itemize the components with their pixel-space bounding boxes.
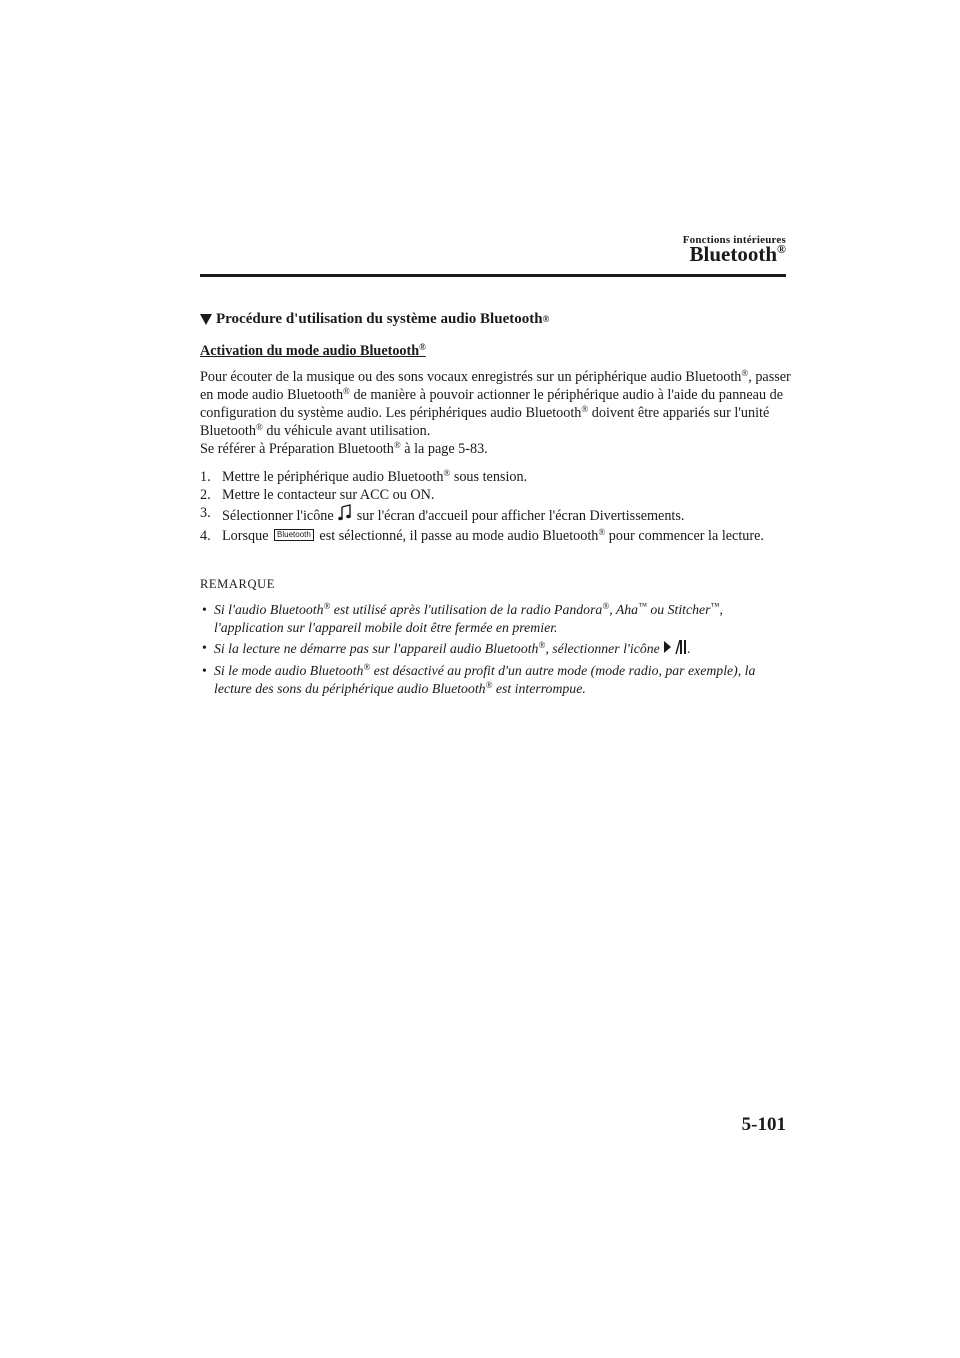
chapter-label: Fonctions intérieures: [682, 234, 786, 246]
bullet: •: [202, 663, 207, 678]
triangle-down-icon: [200, 314, 212, 325]
registered-mark: ®: [741, 368, 749, 378]
subheading-text: Activation du mode audio Bluetooth: [200, 343, 420, 359]
registered-mark: ®: [419, 342, 426, 352]
step-text: sous tension.: [450, 469, 528, 485]
step-item: [200, 527, 792, 545]
note-text: , sélectionner l'icône: [545, 641, 660, 656]
intro-text: doivent être appariés sur l'unité Bluetooth: [200, 405, 770, 439]
step-text: Sélectionner l'icône: [222, 508, 334, 524]
step-number: 2.: [200, 487, 211, 503]
section-heading: Procédure d'utilisation du système audio Bluetooth ®: [200, 310, 792, 328]
reference-text: à la page 5-83.: [400, 441, 488, 457]
registered-mark: ®: [343, 386, 350, 396]
subheading: [200, 342, 792, 360]
main-content: [200, 310, 792, 700]
step-text: Lorsque: [222, 528, 269, 544]
note-text: est désactivé au profit d'un autre mode (mode radio, par exemple), la lecture des sons du périphérique audio Bluetooth: [214, 663, 756, 696]
step-text: pour commencer la lecture.: [605, 528, 764, 544]
section-heading-text: Procédure d'utilisation du système audio Bluetooth: [216, 311, 543, 327]
note-item: [200, 601, 792, 637]
note-text: ou Stitcher: [646, 602, 711, 617]
steps-list: [200, 468, 792, 545]
page-title: [690, 242, 786, 267]
bluetooth-button: Bluetooth: [274, 529, 314, 541]
step-number: 4.: [200, 528, 211, 544]
bullet: •: [202, 602, 207, 617]
step-text: sur l'écran d'accueil pour afficher l'écran Divertissements.: [353, 508, 685, 524]
play-pause-icon: [663, 639, 687, 660]
step-item: [200, 504, 792, 527]
step-text: est sélectionné, il passe au mode audio Bluetooth: [315, 528, 599, 544]
note-text: , l'application sur l'appareil mobile doit être fermée en premier.: [214, 602, 723, 635]
step-text: Mettre le périphérique audio Bluetooth: [222, 469, 444, 485]
registered-mark: ®: [777, 242, 786, 256]
registered-mark: ®: [485, 680, 493, 690]
step-item: [200, 468, 792, 486]
step-number: 3.: [200, 505, 211, 521]
note-text: Si la lecture ne démarre pas sur l'appareil audio Bluetooth: [214, 641, 539, 656]
music-note-icon: [337, 504, 353, 527]
registered-mark: ®: [581, 404, 589, 414]
note-text: est interrompue.: [492, 681, 586, 696]
registered-mark: ®: [598, 527, 606, 537]
note-text: Si l'audio Bluetooth: [214, 602, 324, 617]
intro-text: Pour écouter de la musique ou des sons vocaux enregistrés sur un périphérique audio Bluetooth: [200, 369, 742, 385]
notes-list: [200, 601, 792, 698]
step-number: 1.: [200, 469, 211, 485]
registered-mark: ®: [363, 662, 371, 672]
note-item: [200, 639, 792, 660]
page-title-text: Bluetooth: [689, 242, 778, 266]
note-text: .: [687, 641, 691, 656]
intro-text: du véhicule avant utilisation.: [262, 423, 431, 439]
registered-mark: ®: [323, 601, 331, 611]
registered-mark: ®: [393, 440, 401, 450]
page-number: 5-101: [741, 1114, 786, 1135]
header-divider: [200, 274, 786, 277]
note-text: Si le mode audio Bluetooth: [214, 663, 364, 678]
registered-mark: ®: [538, 640, 546, 650]
step-text: Mettre le contacteur sur ACC ou ON.: [222, 487, 435, 503]
intro-paragraph: [200, 368, 792, 458]
note-item: [200, 662, 792, 698]
note-title: REMARQUE: [200, 577, 275, 591]
registered-mark: ®: [255, 422, 263, 432]
registered-mark: ®: [602, 601, 610, 611]
trademark-mark: ™: [638, 601, 647, 611]
reference-text: Se référer à Préparation Bluetooth: [200, 441, 394, 457]
trademark-mark: ™: [710, 601, 720, 611]
intro-text: , passer en mode audio Bluetooth: [200, 369, 791, 403]
note-text: , Aha: [609, 602, 639, 617]
intro-text: de manière à pouvoir actionner le périphérique audio à l'aide du panneau de configuration du système audio. Les périphériques audio Bluetooth: [200, 387, 784, 421]
bullet: •: [202, 640, 207, 655]
note-text: est utilisé après l'utilisation de la radio Pandora: [330, 602, 603, 617]
registered-mark: ®: [443, 468, 451, 478]
step-item: [200, 486, 792, 504]
